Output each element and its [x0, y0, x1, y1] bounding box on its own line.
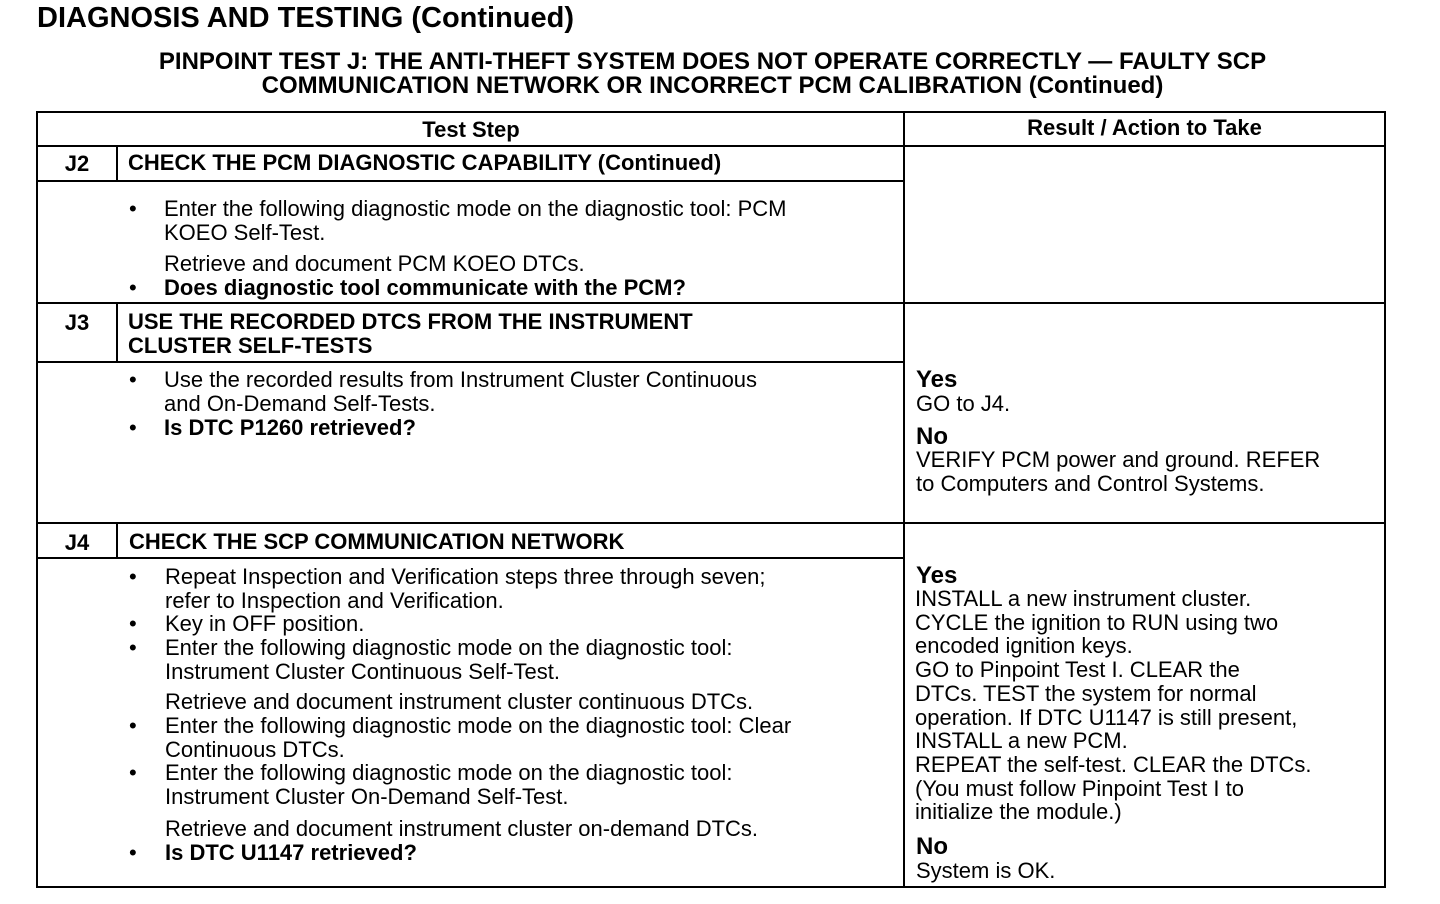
table-left-border	[36, 111, 38, 888]
step-heading-j3	[128, 310, 693, 358]
j3-top-border	[36, 302, 1386, 304]
j4-bullet-3-line-1: Enter the following diagnostic mode on the diagnostic tool:	[165, 635, 733, 660]
j4-bullet-5	[165, 761, 732, 809]
j4-bullet-1-line-2: refer to Inspection and Verification.	[165, 588, 504, 613]
j4-question: Is DTC U1147 retrieved?	[165, 840, 417, 865]
j4-yes-line: DTCs. TEST the system for normal	[915, 680, 1257, 706]
j4-bullet-5-line-1: Enter the following diagnostic mode on the diagnostic tool:	[165, 760, 733, 785]
bullet-marker: •	[129, 760, 137, 785]
j3-no-label: No	[916, 423, 948, 450]
j4-bullet-4-line-2: Continuous DTCs.	[165, 737, 345, 762]
bullet-marker: •	[129, 367, 137, 392]
step-id-j4: J4	[64, 530, 90, 555]
j4-bullet-3-line-2: Instrument Cluster Continuous Self-Test.	[165, 659, 560, 684]
bullet-marker: •	[129, 196, 137, 221]
j4-yes-line: (You must follow Pinpoint Test I to	[915, 775, 1244, 801]
j3-no-line-2: to Computers and Control Systems.	[916, 471, 1265, 496]
j4-note-1: Retrieve and document instrument cluster continuous DTCs.	[165, 689, 754, 714]
j3-yes-action: GO to J4.	[916, 391, 1011, 416]
j4-bullet-2: Key in OFF position.	[165, 611, 365, 636]
j4-yes-line: GO to Pinpoint Test I. CLEAR the	[915, 657, 1240, 683]
j3-no-line-1: VERIFY PCM power and ground. REFER	[916, 447, 1321, 472]
j4-yes-label: Yes	[916, 562, 958, 589]
bullet-marker: •	[129, 275, 137, 300]
j3-heading-line-1: USE THE RECORDED DTCS FROM THE INSTRUMENT	[128, 309, 693, 334]
header-bottom-border	[36, 145, 1386, 147]
j4-id-divider	[116, 522, 118, 559]
j3-no-action	[916, 448, 1320, 496]
j2-bullet-1-line-2: KOEO Self-Test.	[164, 220, 326, 245]
j4-bullet-5-line-2: Instrument Cluster On-Demand Self-Test.	[165, 784, 569, 809]
table-right-border	[1384, 111, 1386, 888]
step-heading-j4: CHECK THE SCP COMMUNICATION NETWORK	[129, 529, 625, 554]
j4-heading-border	[36, 557, 905, 559]
j3-bullet-1-line-2: and On-Demand Self-Tests.	[164, 391, 436, 416]
j2-note: Retrieve and document PCM KOEO DTCs.	[164, 251, 585, 276]
j3-id-divider	[116, 302, 118, 363]
j4-yes-line: operation. If DTC U1147 is still present,	[915, 704, 1298, 730]
bullet-marker: •	[129, 415, 137, 440]
j3-bullet-1-line-1: Use the recorded results from Instrument Cluster Continuous	[164, 367, 758, 392]
j3-heading-line-2: CLUSTER SELF-TESTS	[128, 333, 373, 358]
j4-yes-line: CYCLE the ignition to RUN using two	[915, 609, 1279, 635]
bullet-marker: •	[129, 611, 137, 636]
j2-bullet-1-line-1: Enter the following diagnostic mode on the diagnostic tool: PCM	[164, 196, 787, 221]
j3-heading-border	[36, 361, 905, 363]
pinpoint-title-line-2: COMMUNICATION NETWORK OR INCORRECT PCM CALIBRATION (Continued)	[261, 72, 1164, 99]
j4-yes-line: INSTALL a new PCM.	[915, 728, 1128, 754]
j4-yes-line: INSTALL a new instrument cluster.	[915, 586, 1252, 611]
j4-yes-line: encoded ignition keys.	[915, 633, 1133, 659]
j2-bullet-1	[164, 197, 786, 245]
j4-no-action: System is OK.	[916, 858, 1056, 883]
j4-bullet-1-line-1: Repeat Inspection and Verification steps three through seven;	[165, 564, 766, 589]
j2-heading-border	[36, 180, 905, 182]
step-heading-j2: CHECK THE PCM DIAGNOSTIC CAPABILITY (Continued)	[128, 150, 722, 175]
j4-top-border	[36, 522, 1386, 524]
table-bottom-border	[38, 886, 1386, 888]
j4-bullet-4	[165, 714, 791, 762]
header-test-step: Test Step	[422, 117, 520, 142]
pinpoint-test-title	[40, 50, 1385, 98]
j3-yes-label: Yes	[916, 366, 958, 393]
section-title: DIAGNOSIS AND TESTING (Continued)	[37, 2, 575, 34]
table-top-border	[36, 111, 1386, 113]
bullet-marker: •	[129, 840, 137, 865]
j2-id-divider	[116, 145, 118, 182]
j4-yes-action	[915, 587, 1312, 824]
j4-bullet-4-line-1: Enter the following diagnostic mode on the diagnostic tool: Clear	[165, 713, 792, 738]
j2-question: Does diagnostic tool communicate with the PCM?	[164, 275, 686, 300]
j4-bullet-3	[165, 636, 732, 684]
j3-question: Is DTC P1260 retrieved?	[164, 415, 416, 440]
step-id-j2: J2	[64, 151, 90, 176]
j4-yes-line: REPEAT the self-test. CLEAR the DTCs.	[915, 751, 1312, 777]
header-result-action: Result / Action to Take	[1027, 115, 1262, 140]
j4-note-2: Retrieve and document instrument cluster on-demand DTCs.	[165, 816, 759, 841]
column-divider	[903, 111, 905, 888]
j3-bullet-1	[164, 368, 757, 416]
pinpoint-title-line-1: PINPOINT TEST J: THE ANTI-THEFT SYSTEM DOES NOT OPERATE CORRECTLY — FAULTY SCP	[158, 48, 1267, 75]
j4-yes-line: initialize the module.)	[915, 799, 1122, 825]
j4-no-label: No	[916, 833, 948, 860]
bullet-marker: •	[129, 635, 137, 660]
step-id-j3: J3	[64, 310, 90, 335]
bullet-marker: •	[129, 713, 137, 738]
j4-bullet-1	[165, 565, 766, 613]
bullet-marker: •	[129, 564, 137, 589]
